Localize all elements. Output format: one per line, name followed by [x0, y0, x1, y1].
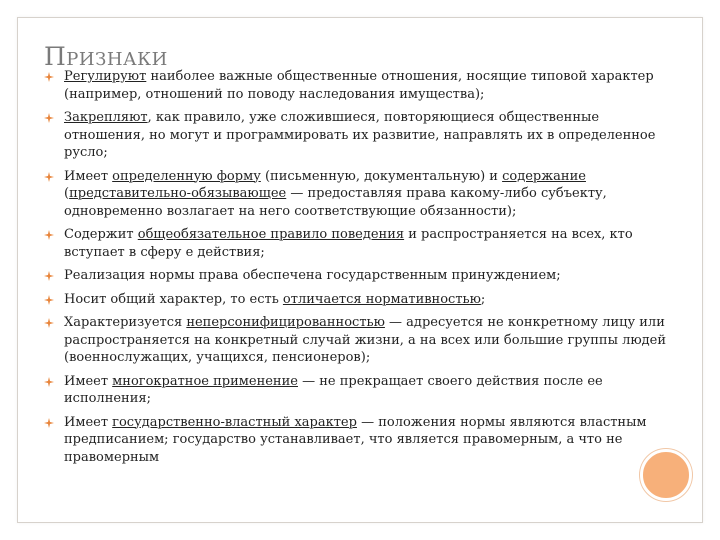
list-item	[44, 414, 680, 467]
item-underlined: неперсонифицированностью	[186, 315, 385, 330]
fleuron-bullet-icon	[44, 418, 54, 428]
item-text: — положения нормы являются властным предписанием; государство устанавливает, что является правомерным, а что не правомерным	[64, 414, 647, 465]
item-text: Носит общий характер, то есть	[64, 291, 283, 307]
item-text: (письменную, документальную) и	[260, 168, 503, 184]
item-underlined: представительно-обязывающее	[69, 186, 287, 201]
item-text: Имеет	[64, 414, 113, 430]
list-item	[44, 226, 680, 261]
list-item	[44, 314, 680, 367]
item-text: Содержит	[64, 227, 138, 242]
fleuron-bullet-icon	[44, 113, 54, 123]
item-underlined: государственно-властный характер	[112, 414, 357, 430]
fleuron-bullet-icon	[44, 377, 54, 387]
item-underlined: содержание	[502, 168, 586, 184]
fleuron-bullet-icon	[44, 318, 54, 328]
item-underlined: определенную форму	[112, 168, 261, 184]
fleuron-bullet-icon	[44, 172, 54, 182]
item-text: наиболее важные общественные отношения, носящие типовой характер (например, отношений по поводу наследования имущества);	[64, 69, 654, 102]
list-item	[44, 373, 680, 408]
item-underlined: общеобязательное правило поведения	[137, 227, 405, 242]
list-item	[44, 291, 680, 309]
fleuron-bullet-icon	[44, 72, 54, 82]
item-underlined: отличается нормативностью	[282, 291, 481, 307]
item-text: , как правило, уже сложившиеся, повторяющиеся общественные отношения, но могут и программировать их развитие, направлять их в определенное русло;	[64, 110, 656, 160]
list-item	[44, 68, 680, 103]
decorative-circle	[640, 449, 692, 501]
item-text: — адресуется не конкретному лицу или распространяется на конкретный случай жизни, а на всех или большие группы людей (военнослужащих, учащихся, пенсионеров);	[64, 315, 667, 365]
item-text: — не прекращает своего действия после ее исполнения;	[64, 373, 603, 406]
item-text: (	[64, 186, 70, 201]
fleuron-bullet-icon	[44, 230, 54, 240]
slide-title: Признаки	[44, 42, 168, 71]
item-text: Имеет	[64, 373, 113, 389]
fleuron-bullet-icon	[44, 271, 54, 281]
list-item	[44, 109, 680, 162]
item-text: — предоставляя права какому-либо субъекту, одновременно возлагает на него соответствующие обязанности);	[64, 186, 607, 219]
list-item	[44, 267, 680, 285]
item-text: и распространяется на всех, кто вступает в сферу е действия;	[64, 227, 633, 260]
item-underlined: Регулируют	[64, 69, 147, 84]
item-text: ;	[480, 291, 486, 307]
item-underlined: многократное применение	[112, 373, 298, 389]
fleuron-bullet-icon	[44, 295, 54, 305]
list-item	[44, 168, 680, 221]
feature-list	[44, 68, 680, 472]
item-text: Имеет	[64, 168, 113, 184]
item-text: Характеризуется	[64, 315, 187, 330]
item-text: Реализация нормы права обеспечена государственным принуждением;	[64, 268, 561, 283]
item-underlined: Закрепляют	[64, 110, 148, 125]
